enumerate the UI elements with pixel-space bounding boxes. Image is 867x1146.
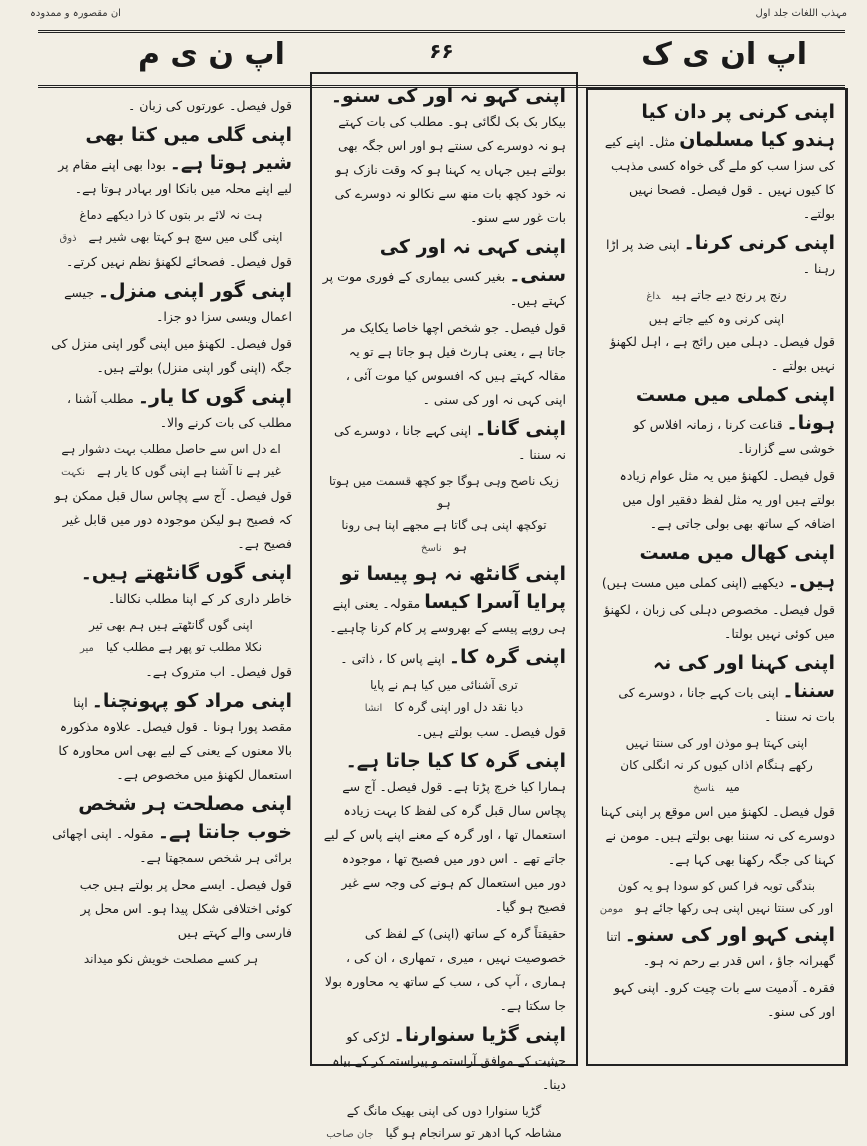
entry-definition: لڑکی کو حیثیت کے موافق آراستہ و پیراستہ کر کے بیاہ دینا۔ — [332, 1029, 566, 1092]
poet-name: میر — [79, 643, 94, 654]
entry-headword: اپنی مصلحت ہر شخص خوب جانتا ہے۔ — [78, 793, 292, 843]
verse-line — [598, 284, 835, 308]
dictionary-entry — [598, 649, 835, 729]
entry-headword: اپنی کہی نہ اور کی سنی۔ — [379, 236, 566, 286]
dictionary-entry — [50, 250, 292, 274]
entry-headword: اپنی کہو اور کی سنو۔ — [624, 924, 835, 946]
header-headword-left: اپ ن ی م — [138, 37, 285, 72]
dictionary-entry — [598, 229, 835, 281]
entry-definition: قول فیصل۔ آج سے پچاس سال قبل ممکن ہو کہ فصیح ہو لیکن موجودہ دور میں قابل غیر فصیح ہے۔ — [54, 488, 292, 551]
verse-line — [50, 948, 292, 970]
verse-line — [50, 614, 292, 636]
entry-definition: اپنی ضد پر اڑا رہنا ۔ — [606, 237, 835, 276]
dictionary-entry — [598, 98, 835, 226]
entry-headword: اپنی گور اپنی منزل۔ — [98, 280, 292, 302]
verse-line — [322, 1122, 566, 1146]
entry-headword: اپنی کرنی پر دان کیا ہندو کیا مسلمان — [641, 101, 835, 151]
verse-text: توکچھ اپنی ہی گاتا ہے مجھے اپنا ہی رونا ہو — [341, 518, 547, 554]
entry-headword: اپنی گڑیا سنوارنا۔ — [393, 1024, 566, 1046]
verse-line — [50, 204, 292, 226]
entry-headword: اپنی کہو نہ اور کی سنو۔ — [330, 85, 566, 107]
verse-line — [598, 308, 835, 330]
entry-definition: فقرہ۔ آدمیت سے بات چیت کرو۔ اپنی کہو اور کی سنو۔ — [613, 980, 835, 1019]
verse-text: اپنی گلی میں سچ ہو کہتا بھی شیر ہے — [88, 230, 283, 244]
dictionary-entry — [50, 484, 292, 556]
dictionary-entry — [598, 539, 835, 595]
entry-definition: قول فیصل۔ ایسے محل پر بولتے ہیں جب کوئی اختلافی شکل پیدا ہو۔ اس محل پر فارسی والے کہتے ہیں — [79, 877, 292, 940]
verse-text: اپنی گوں گانٹھتے ہیں ہم بھی تیر — [89, 618, 253, 632]
entry-definition: مقولہ۔ اپنی اچھائی برائی ہر شخص سمجھتا ہے۔ — [52, 826, 292, 865]
poet-name: ناسخ — [693, 783, 715, 794]
verse-line — [322, 470, 566, 514]
poet-name: ناسخ — [421, 543, 442, 554]
dictionary-entry — [322, 720, 566, 744]
entry-definition: اپنی کہے جانا ، دوسرے کی نہ سننا ۔ — [334, 423, 566, 462]
section-note: ان مقصورہ و ممدودہ — [30, 8, 121, 19]
entry-headword: اپنی کرنی کرنا۔ — [683, 232, 835, 254]
entry-definition: قول فیصل۔ لکھنؤ میں یہ مثل عوام زیادہ بولتے ہیں اور یہ مثل لفظ دفقیر اول میں اضافہ کے ساتھ بھی بولی جاتی ہے۔ — [619, 468, 835, 531]
dictionary-entry — [50, 277, 292, 329]
dictionary-entry — [598, 800, 835, 872]
entry-headword: اپنی کملی میں مست ہونا۔ — [635, 384, 835, 434]
verse-line — [598, 754, 835, 800]
entry-definition: قول فیصل۔ سب بولتے ہیں۔ — [415, 724, 566, 739]
entry-definition: قناعت کرنا ، زمانہ افلاس کو خوشی سے گزارنا۔ — [633, 417, 835, 456]
verse-line — [598, 897, 835, 921]
entry-headword: اپنی گانا۔ — [475, 418, 566, 440]
verse-line — [50, 438, 292, 460]
entry-definition: اپنے پاس کا ، ذاتی ۔ — [340, 651, 445, 666]
verse-line — [50, 226, 292, 250]
verse-text: زیک ناصح وہی ہوگا جو کچھ قسمت میں ہوتا ہو — [329, 474, 559, 510]
dictionary-entry — [322, 922, 566, 1018]
entry-headword: اپنی مراد کو پہونچنا۔ — [91, 690, 292, 712]
entry-definition: مثل۔ اپنے کیے کی سزا سب کو ملے گی خواہ کسی مذہب کا کیوں نہیں ۔ قول فیصل۔ فصحا نہیں بولتے۔ — [604, 134, 835, 221]
verse-line — [598, 732, 835, 754]
poet-name: مومن — [599, 904, 624, 915]
verse-text: رکھے ہنگام اذاں کیوں کر نہ انگلی کان میں — [620, 758, 813, 794]
dictionary-entry — [598, 921, 835, 973]
entry-definition: قول فیصل۔ دہلی میں رائج ہے ، اہل لکھنؤ نہیں بولتے ۔ — [610, 334, 835, 373]
entry-headword: اپنی گانٹھ نہ ہو پیسا تو پرایا آسرا کیسا — [340, 563, 566, 613]
verse-line — [322, 514, 566, 560]
dictionary-entry — [50, 559, 292, 611]
dictionary-entry — [50, 383, 292, 435]
entry-definition: خاطر داری کر کے اپنا مطلب نکالنا۔ — [107, 591, 292, 606]
entry-headword: اپنی گرہ کا۔ — [448, 646, 566, 668]
entry-definition: قول فیصل۔ لکھنؤ میں اپنی گور اپنی منزل کی جگہ (اپنی گور اپنی منزل) بولتے ہیں۔ — [51, 336, 292, 375]
entry-definition: بغیر کسی بیماری کے فوری موت پر کہتے ہیں۔ — [322, 269, 566, 308]
entry-headword: اپنی گوں کا یار۔ — [137, 386, 292, 408]
verse-text: رنج پر رنج دیے جاتے ہیں — [672, 288, 787, 302]
verse-text: اپنی کہتا ہو موذن اور کی سنتا نہیں — [625, 736, 808, 750]
verse-text: تری آشنائی میں کیا ہم نے پایا — [370, 678, 518, 692]
entry-definition: اپنی بات کہے جانا ، دوسرے کی بات نہ سننا ۔ — [618, 685, 835, 724]
dictionary-entry — [322, 747, 566, 919]
dictionary-entry — [322, 560, 566, 640]
entry-definition: جیسے اعمال ویسی سزا دو جزا۔ — [64, 285, 292, 324]
verse-line — [598, 875, 835, 897]
verse-text: اور کی سنتا نہیں اپنی ہی رکھا جائے ہو — [635, 901, 834, 915]
poet-name: انشا — [364, 703, 383, 714]
entry-definition: دیکھیے (اپنی کملی میں مست ہیں) — [601, 575, 784, 590]
verse-line — [322, 1100, 566, 1122]
poet-name: ذوق — [59, 233, 77, 244]
entry-definition: اپنا مقصد پورا ہونا ۔ قول فیصل۔ علاوہ مذکورہ بالا معنوں کے یعنی کے لیے بھی اس محاورہ کا استعمال لکھنؤ میں مخصوص ہے۔ — [58, 695, 292, 782]
dictionary-entry — [322, 643, 566, 671]
dictionary-entry — [598, 598, 835, 646]
verse-text: مشاطہ کہا ادھر تو سرانجام ہو گیا — [385, 1126, 562, 1140]
verse-text: گڑیا سنوارا دوں کی اپنی بھیک مانگ کے — [346, 1104, 542, 1118]
dictionary-entry — [50, 94, 292, 118]
entry-headword: اپنی گلی میں کتا بھی شیر ہوتا ہے۔ — [85, 124, 292, 174]
verse-text: غیر ہے نا آشنا ہے اپنی گوں کا یار ہے — [97, 464, 281, 478]
dictionary-entry — [50, 121, 292, 201]
dictionary-entry — [50, 660, 292, 684]
entry-headword: اپنی گرہ کا کیا جاتا ہے۔ — [345, 750, 566, 772]
entry-definition: حقیقتاً گرہ کے ساتھ (اپنی) کے لفظ کی خصوصیت نہیں ، میری ، تمھاری ، ان کی ، ہماری ، آپ کی ، سب کے ساتھ یہ محاورہ بولا جا سکتا ہے۔ — [324, 926, 566, 1013]
verse-text: دیا نقد دل اور اپنی گرہ کا — [394, 700, 524, 714]
entry-definition: قول فیصل۔ اب متروک ہے۔ — [145, 664, 292, 679]
entry-definition: مقولہ۔ یعنی اپنے ہی روپے پیسے کے بھروسے پر کام کرنا چاہیے۔ — [329, 596, 566, 635]
dictionary-entry — [322, 1021, 566, 1097]
entry-definition: مطلب آشنا ، مطلب کی بات کرنے والا۔ — [66, 391, 292, 430]
entry-definition: قول فیصل۔ لکھنؤ میں اس موقع پر اپنی کہنا دوسرے کی نہ سننا بھی بولتے ہیں۔ مومن نے کہنا کی جگہ رکھنا بھی کہا ہے۔ — [600, 804, 835, 867]
verse-text: ہر کسے مصلحت خویش نکو میداند — [83, 952, 259, 966]
verse-line — [322, 674, 566, 696]
verse-text: بندگی توبہ فرا کس کو سودا ہو یہ کون — [617, 879, 816, 893]
poet-name: نکہت — [61, 467, 86, 478]
entry-headword: اپنی گوں گانٹھتے ہیں۔ — [80, 562, 292, 584]
entry-definition: اتنا گھبرانہ جاؤ ، اس قدر بے رحم نہ ہو۔ — [606, 929, 835, 968]
entry-definition: ہمارا کیا خرچ پڑتا ہے۔ قول فیصل۔ آج سے پچاس سال قبل گرہ کی لفظ کا بہت زیادہ استعمال تھا ، اور گرہ کے معنے اپنے پاس کے لیے جاتے تھے ۔ اس دور میں فصیح تھا ، موجودہ دور میں استعمال کم ہونے کی وجہ سے غیر فصیح ہو گیا۔ — [323, 779, 566, 914]
dictionary-entry — [322, 316, 566, 412]
entry-definition: قول فیصل۔ فصحائے لکھنؤ نظم نہیں کرتے۔ — [65, 254, 292, 269]
dictionary-entry — [598, 330, 835, 378]
entry-headword: اپنی کہنا اور کی نہ سننا۔ — [653, 652, 835, 702]
dictionary-entry — [322, 233, 566, 313]
dictionary-entry — [322, 415, 566, 467]
entry-definition: بودا بھی اپنے مقام پر لیے اپنے محلہ میں بانکا اور بہادر ہوتا ہے۔ — [58, 157, 292, 196]
poet-name: جان صاحب — [326, 1129, 374, 1140]
verse-line — [50, 636, 292, 660]
book-title: مہذب اللغات جلد اول — [755, 8, 847, 19]
page-number: ۶۶ — [429, 39, 454, 63]
entry-definition: قول فیصل۔ عورتوں کی زبان ۔ — [127, 98, 292, 113]
verse-text: ہت نہ لائے بر بتوں کا ذرا دیکھے دماغ — [79, 208, 263, 222]
header-headword-right: اپ ان ی ک — [641, 37, 807, 72]
verse-line — [50, 460, 292, 484]
verse-text: اپنی کرنی وہ کیے جاتے ہیں — [648, 312, 785, 326]
entry-definition: بیکار بک بک لگائی ہو۔ مطلب کی بات کہتے ہو نہ دوسرے کی سنتے ہو اور اس جگہ بھی بولتے ہیں جہاں یہ کہنا ہو کہ وقت نازک ہو نہ خود کچھ بات منھ سے نکالو نہ دوسرے کی بات غور سے سنو۔ — [334, 114, 566, 225]
verse-line — [322, 696, 566, 720]
poet-name: داغ — [646, 291, 661, 302]
running-head — [30, 8, 847, 26]
dictionary-entry — [322, 82, 566, 230]
verse-text: نکلا مطلب تو پھر ہے مطلب کیا — [105, 640, 263, 654]
dictionary-entry — [50, 332, 292, 380]
dictionary-entry — [598, 381, 835, 461]
dictionary-entry — [598, 464, 835, 536]
column-right — [586, 88, 848, 1066]
entry-definition: قول فیصل۔ جو شخص اچھا خاصا یکایک مر جاتا ہے ، یعنی ہارٹ فیل ہو جاتا ہے تو یہ مقالہ کہتے ہیں کہ افسوس کیا موت آئی ، اپنی کہی نہ اور کی سنی ۔ — [342, 320, 566, 407]
entry-headword: اپنی کھال میں مست ہیں۔ — [639, 542, 835, 592]
dictionary-entry — [50, 873, 292, 945]
dictionary-entry — [598, 976, 835, 1024]
column-middle — [310, 72, 578, 1140]
dictionary-entry — [50, 790, 292, 870]
column-left — [42, 86, 300, 1066]
dictionary-entry — [50, 687, 292, 787]
entry-definition: قول فیصل۔ مخصوص دہلی کی زبان ، لکھنؤ میں کوئی نہیں بولتا۔ — [604, 602, 835, 641]
verse-text: اے دل اس سے حاصل مطلب بہت دشوار ہے — [61, 442, 281, 456]
